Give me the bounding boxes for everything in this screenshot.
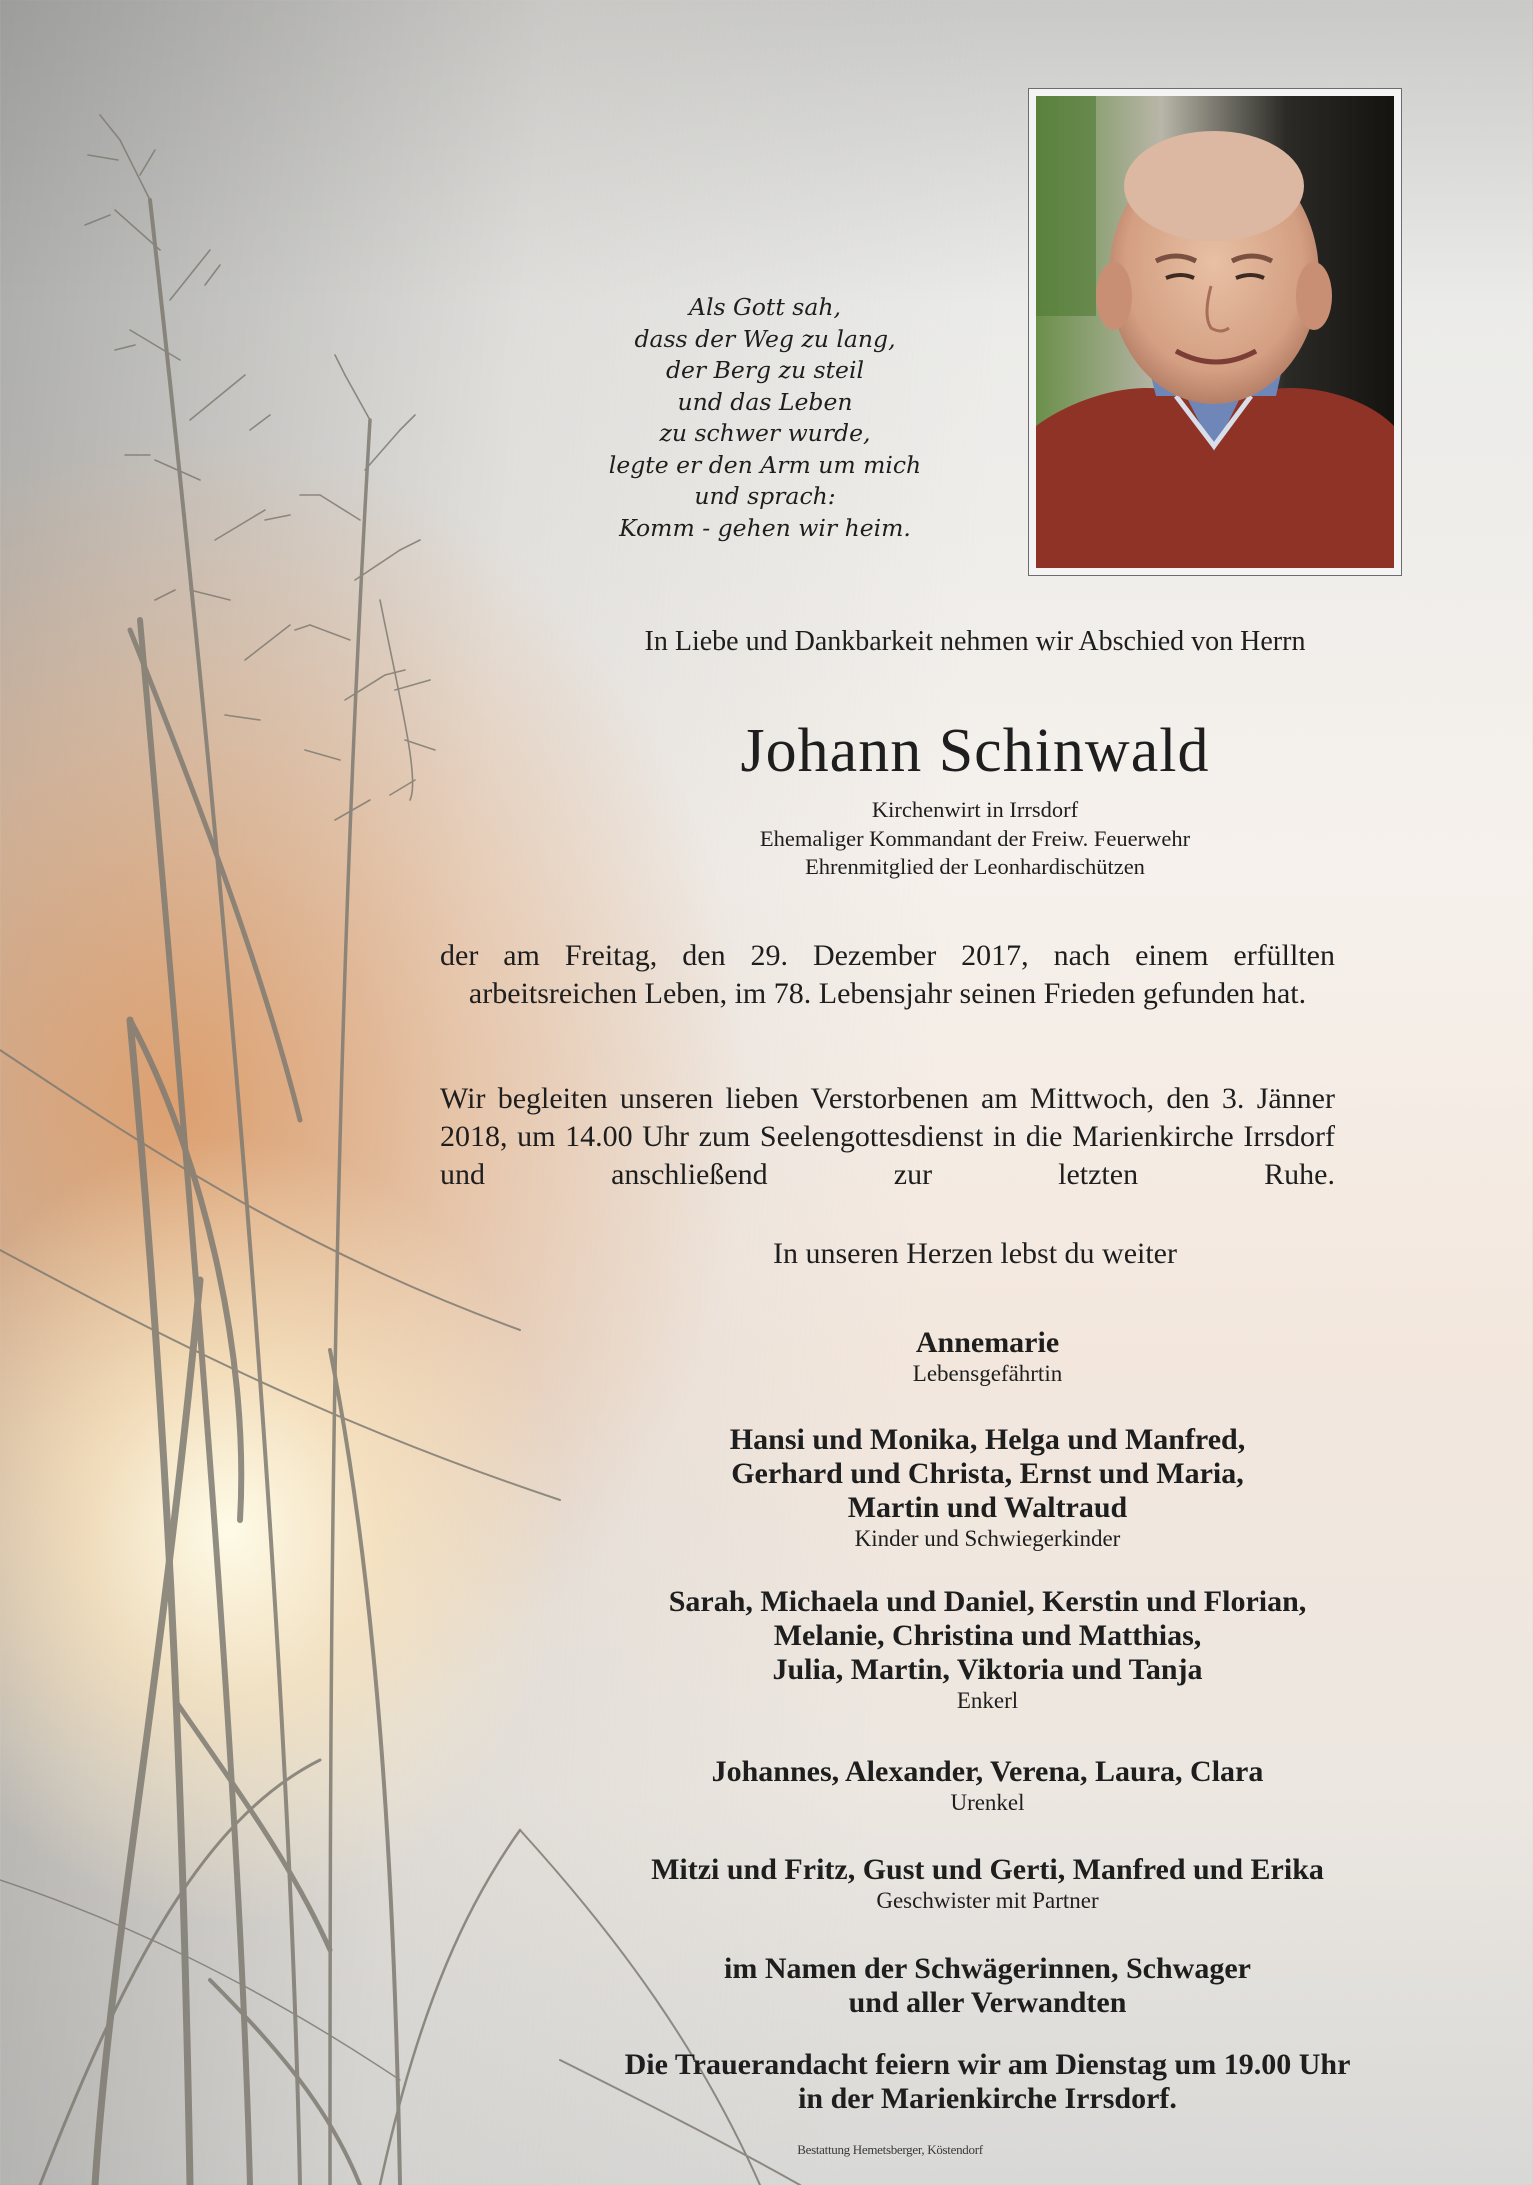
service-notice bbox=[400, 2048, 1533, 2116]
portrait-frame bbox=[1028, 88, 1402, 576]
deceased-title: Ehemaliger Kommandant der Freiw. Feuerwehr bbox=[759, 825, 1191, 851]
service-notice-line: Die Trauerandacht feiern wir am Dienstag um 19.00 Uhr bbox=[624, 2048, 1351, 2081]
death-paragraph: der am Freitag, den 29. Dezember 2017, nach einem erfüllten arbeitsreichen Leben, im 78. Lebensjahr seinen Frieden gefunden hat. bbox=[440, 939, 1335, 1010]
poem-line: zu schwer wurde, bbox=[659, 419, 871, 447]
mourner-names: und aller Verwandten bbox=[848, 1986, 1127, 2019]
poem-line: Als Gott sah, bbox=[689, 293, 841, 321]
mourner-names: Annemarie bbox=[915, 1326, 1060, 1359]
mourner-relation: Geschwister mit Partner bbox=[876, 1888, 1099, 1913]
mourner-names: Gerhard und Christa, Ernst und Maria, bbox=[731, 1457, 1244, 1490]
poem-line: Komm - gehen wir heim. bbox=[619, 513, 911, 542]
mourner-names: Melanie, Christina und Matthias, bbox=[773, 1619, 1202, 1652]
mourner-relation: Kinder und Schwiegerkinder bbox=[854, 1526, 1121, 1551]
portrait-photo bbox=[1036, 96, 1394, 568]
mourner-names: Mitzi und Fritz, Gust und Gerti, Manfred und Erika bbox=[651, 1853, 1324, 1886]
mourner-names: Sarah, Michaela und Daniel, Kerstin und Florian, bbox=[668, 1585, 1307, 1618]
mourner-group bbox=[400, 1423, 1533, 1553]
mourner-names: Hansi und Monika, Helga und Manfred, bbox=[729, 1423, 1246, 1456]
poem bbox=[560, 292, 970, 544]
motto: In unseren Herzen lebst du weiter bbox=[772, 1237, 1177, 1270]
service-notice-line: in der Marienkirche Irrsdorf. bbox=[798, 2082, 1177, 2115]
mourner-group bbox=[400, 1326, 1533, 1388]
mourner-names: Johannes, Alexander, Verena, Laura, Clara bbox=[711, 1755, 1264, 1788]
poem-line: dass der Weg zu lang, bbox=[634, 324, 896, 353]
mourner-relation: Urenkel bbox=[950, 1790, 1025, 1815]
deceased-title: Kirchenwirt in Irrsdorf bbox=[871, 797, 1079, 822]
mourner-group bbox=[400, 1585, 1533, 1715]
mourner-relation: Enkerl bbox=[956, 1688, 1019, 1713]
funeral-home-credit: Bestattung Hemetsberger, Köstendorf bbox=[797, 2142, 983, 2157]
mourner-names: im Namen der Schwägerinnen, Schwager bbox=[724, 1952, 1251, 1985]
mourner-relation: Lebensgefährtin bbox=[912, 1361, 1063, 1386]
poem-line: der Berg zu steil bbox=[665, 356, 864, 384]
deceased-title: Ehrenmitglied der Leonhardischützen bbox=[805, 854, 1145, 879]
poem-line: und das Leben bbox=[677, 387, 853, 416]
mourner-names: Julia, Martin, Viktoria und Tanja bbox=[772, 1653, 1203, 1686]
poem-line: und sprach: bbox=[694, 482, 836, 510]
deceased-name: Johann Schinwald bbox=[740, 717, 1210, 785]
mourner-group bbox=[400, 1952, 1533, 2020]
mourner-names: Martin und Waltraud bbox=[847, 1491, 1128, 1524]
mourner-group bbox=[400, 1755, 1533, 1817]
mourner-group bbox=[400, 1853, 1533, 1915]
intro-text: In Liebe und Dankbarkeit nehmen wir Abschied von Herrn bbox=[644, 626, 1306, 657]
deceased-titles bbox=[400, 796, 1533, 882]
funeral-paragraph: Wir begleiten unseren lieben Verstorbenen am Mittwoch, den 3. Jänner 2018, um 14.00 Uhr zum Seelengottesdienst in die Marienkirche Irrsdorf und anschließend zur letzten Ruhe. bbox=[440, 1082, 1335, 1191]
poem-line: legte er den Arm um mich bbox=[608, 450, 922, 479]
